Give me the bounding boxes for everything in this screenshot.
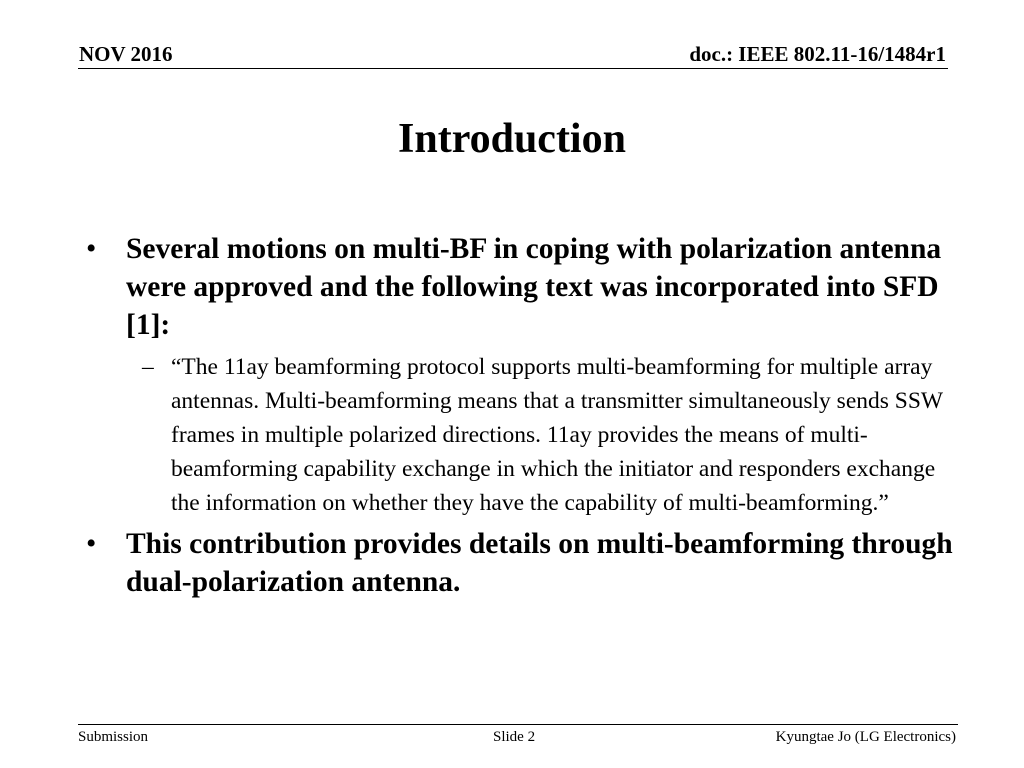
bullet-item: [84, 525, 954, 601]
slide-title: Introduction: [398, 116, 626, 162]
slide-content: [84, 230, 954, 601]
header-divider: [78, 68, 948, 69]
bullet-item: [84, 230, 954, 344]
sub-bullet-item: [84, 350, 954, 520]
sub-bullet-text: “The 11ay beamforming protocol supports multi-beamforming for multiple array antennas. Multi-beamforming means that a transmitter simultaneously sends SSW frames in multiple polarized directions. 11ay provides the means of multi-beamforming capability exchange in which the initiator and responders exchange the information on whether they have the capability of multi-beamforming.”: [171, 354, 943, 516]
footer-author: Kyungtae Jo (LG Electronics): [775, 729, 956, 745]
sub-bullet-marker: –: [142, 354, 154, 380]
bullet-text: This contribution provides details on multi-beamforming through dual-polarization antenna.: [126, 528, 953, 598]
bullet-marker: •: [86, 233, 97, 265]
footer-divider: [78, 724, 958, 725]
footer-slide-number: Slide 2: [493, 729, 536, 745]
bullet-marker: •: [86, 528, 97, 560]
header-date: NOV 2016: [79, 42, 173, 66]
footer-submission: Submission: [78, 729, 149, 745]
header-doc-id: doc.: IEEE 802.11-16/1484r1: [689, 42, 946, 66]
bullet-text: Several motions on multi-BF in coping with polarization antenna were approved and the following text was incorporated into SFD [1]:: [126, 233, 942, 341]
